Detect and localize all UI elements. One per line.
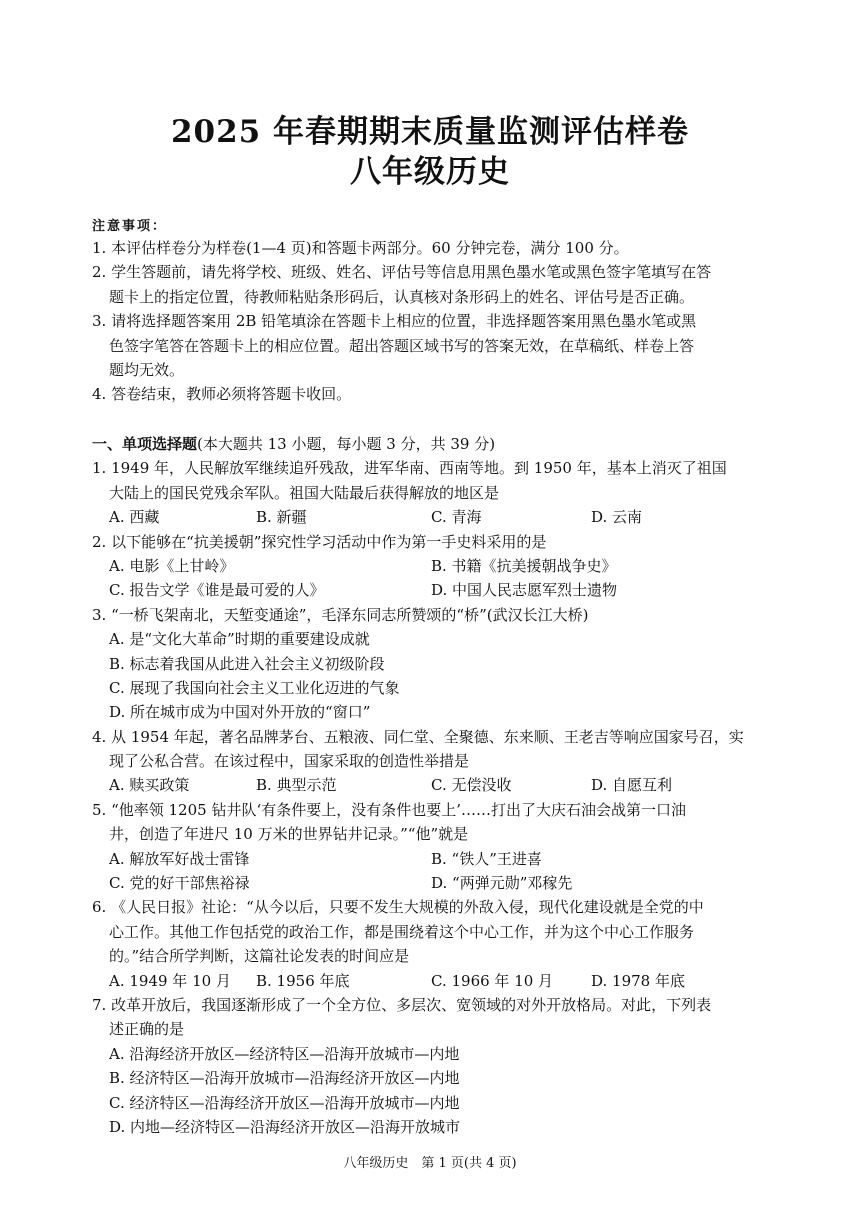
answer-option[interactable]: B. 典型示范 [256, 776, 337, 795]
answer-option[interactable]: D. 内地—经济特区—沿海经济开放区—沿海开放城市 [109, 1117, 461, 1136]
question-text: 现了公私合营。在该过程中，国家采取的创造性举措是 [109, 752, 470, 771]
answer-option[interactable]: C. 报告文学《谁是最可爱的人》 [109, 581, 325, 600]
answer-option[interactable]: B. 1956 年底 [256, 971, 350, 990]
option-row [92, 871, 782, 895]
answer-option[interactable]: D. “两弹元勋”邓稼先 [431, 874, 573, 893]
option-row [92, 578, 782, 602]
answer-option[interactable]: C. 党的好干部焦裕禄 [109, 874, 250, 893]
option-row [92, 969, 782, 993]
answer-option[interactable]: B. 经济特区—沿海开放城市—沿海经济开放区—内地 [109, 1069, 460, 1088]
note-line: 4. 答卷结束，教师必须将答题卡收回。 [92, 385, 352, 404]
question-text: 心工作。其他工作包括党的政治工作，都是围绕着这个中心工作，并为这个中心工作服务 [109, 922, 695, 941]
question-section [92, 432, 782, 1139]
question-text: 的。”结合所学判断，这篇社论发表的时间应是 [109, 947, 410, 966]
question-text: 4. 从 1954 年起，著名品牌茅台、五粮液、同仁堂、全聚德、东来顺、王老吉等响应国家号召，实 [92, 727, 744, 746]
answer-option[interactable]: B. 新疆 [256, 508, 307, 527]
answer-option[interactable]: A. 是“文化大革命”时期的重要建设成就 [109, 630, 370, 649]
question-text: 大陆上的国民党残余军队。祖国大陆最后获得解放的地区是 [109, 483, 500, 502]
question-text: 井，创造了年进尺 10 万米的世界钻井记录。”“他”就是 [109, 825, 469, 844]
option-row [92, 773, 782, 797]
option-row [92, 554, 782, 578]
notes-list [92, 236, 782, 407]
notes-heading: 注意事项： [92, 219, 168, 234]
question-text: 5. “他率领 1205 钻井队‘有条件要上，没有条件也要上’……打出了大庆石油会战第一口油 [92, 800, 686, 819]
option-row [92, 847, 782, 871]
question-text: 述正确的是 [109, 1020, 185, 1039]
answer-option[interactable]: A. 1949 年 10 月 [109, 971, 231, 990]
question-text: 3. “一桥飞架南北，天堑变通途”，毛泽东同志所赞颂的“桥”(武汉长江大桥) [92, 605, 589, 624]
answer-option[interactable]: C. 展现了我国向社会主义工业化迈进的气象 [109, 678, 400, 697]
answer-option[interactable]: A. 解放军好战士雷锋 [109, 849, 250, 868]
section-label: 一、单项选择题 [92, 435, 198, 453]
answer-option[interactable]: D. 1978 年底 [591, 971, 685, 990]
answer-option[interactable]: A. 沿海经济开放区—经济特区—沿海开放城市—内地 [109, 1044, 460, 1063]
answer-option[interactable]: C. 无偿没收 [431, 776, 512, 795]
note-line: 色签字笔答在答题卡上的相应位置。超出答题区域书写的答案无效，在草稿纸、样卷上答 [109, 336, 695, 355]
page-subtitle: 八年级历史 [350, 154, 510, 190]
note-line: 2. 学生答题前，请先将学校、班级、姓名、评估号等信息用黑色墨水笔或黑色签字笔填写在答 [92, 263, 712, 282]
answer-option[interactable]: B. 标志着我国从此进入社会主义初级阶段 [109, 654, 385, 673]
question-text: 2. 以下能够在“抗美援朝”探究性学习活动中作为第一手史料采用的是 [92, 532, 547, 551]
page-footer: 八年级历史 第 1 页(共 4 页) [343, 1156, 517, 1171]
question-text: 6. 《人民日报》社论：“从今以后，只要不发生大规模的外敌入侵，现代化建设就是全党的中 [92, 898, 704, 917]
answer-option[interactable]: B. “铁人”王进喜 [431, 849, 542, 868]
note-line: 1. 本评估样卷分为样卷(1—4 页)和答题卡两部分。60 分钟完卷，满分 100 分。 [92, 239, 629, 257]
answer-option[interactable]: C. 经济特区—沿海经济开放区—沿海开放城市—内地 [109, 1093, 460, 1112]
note-line: 3. 请将选择题答案用 2B 铅笔填涂在答题卡上相应的位置，非选择题答案用黑色墨水笔或黑 [92, 312, 697, 331]
answer-option[interactable]: A. 赎买政策 [109, 776, 190, 795]
note-line: 题卡上的指定位置，待教师粘贴条形码后，认真核对条形码上的姓名、评估号是否正确。 [109, 287, 695, 306]
question-text: 7. 改革开放后，我国逐渐形成了一个全方位、多层次、宽领域的对外开放格局。对此，下列表 [92, 995, 712, 1014]
answer-option[interactable]: D. 所在城市成为中国对外开放的“窗口” [109, 703, 371, 722]
section-desc: (本大题共 13 小题，每小题 3 分，共 39 分) [197, 435, 496, 453]
answer-option[interactable]: C. 1966 年 10 月 [431, 971, 554, 990]
note-line: 题均无效。 [109, 360, 185, 379]
answer-option[interactable]: B. 书籍《抗美援朝战争史》 [431, 556, 617, 575]
answer-option[interactable]: D. 自愿互利 [591, 776, 673, 795]
option-row [92, 505, 782, 529]
answer-option[interactable]: D. 云南 [591, 508, 643, 527]
answer-option[interactable]: D. 中国人民志愿军烈士遗物 [431, 581, 618, 600]
section-heading [92, 432, 782, 456]
answer-option[interactable]: C. 青海 [431, 508, 482, 527]
answer-option[interactable]: A. 电影《上甘岭》 [109, 556, 235, 575]
question-text: 1. 1949 年，人民解放军继续追歼残敌，进军华南、西南等地。到 1950 年，基本上消灭了祖国 [92, 459, 727, 478]
page-title: 2025 年春期期末质量监测评估样卷 [170, 114, 690, 150]
answer-option[interactable]: A. 西藏 [109, 508, 160, 527]
